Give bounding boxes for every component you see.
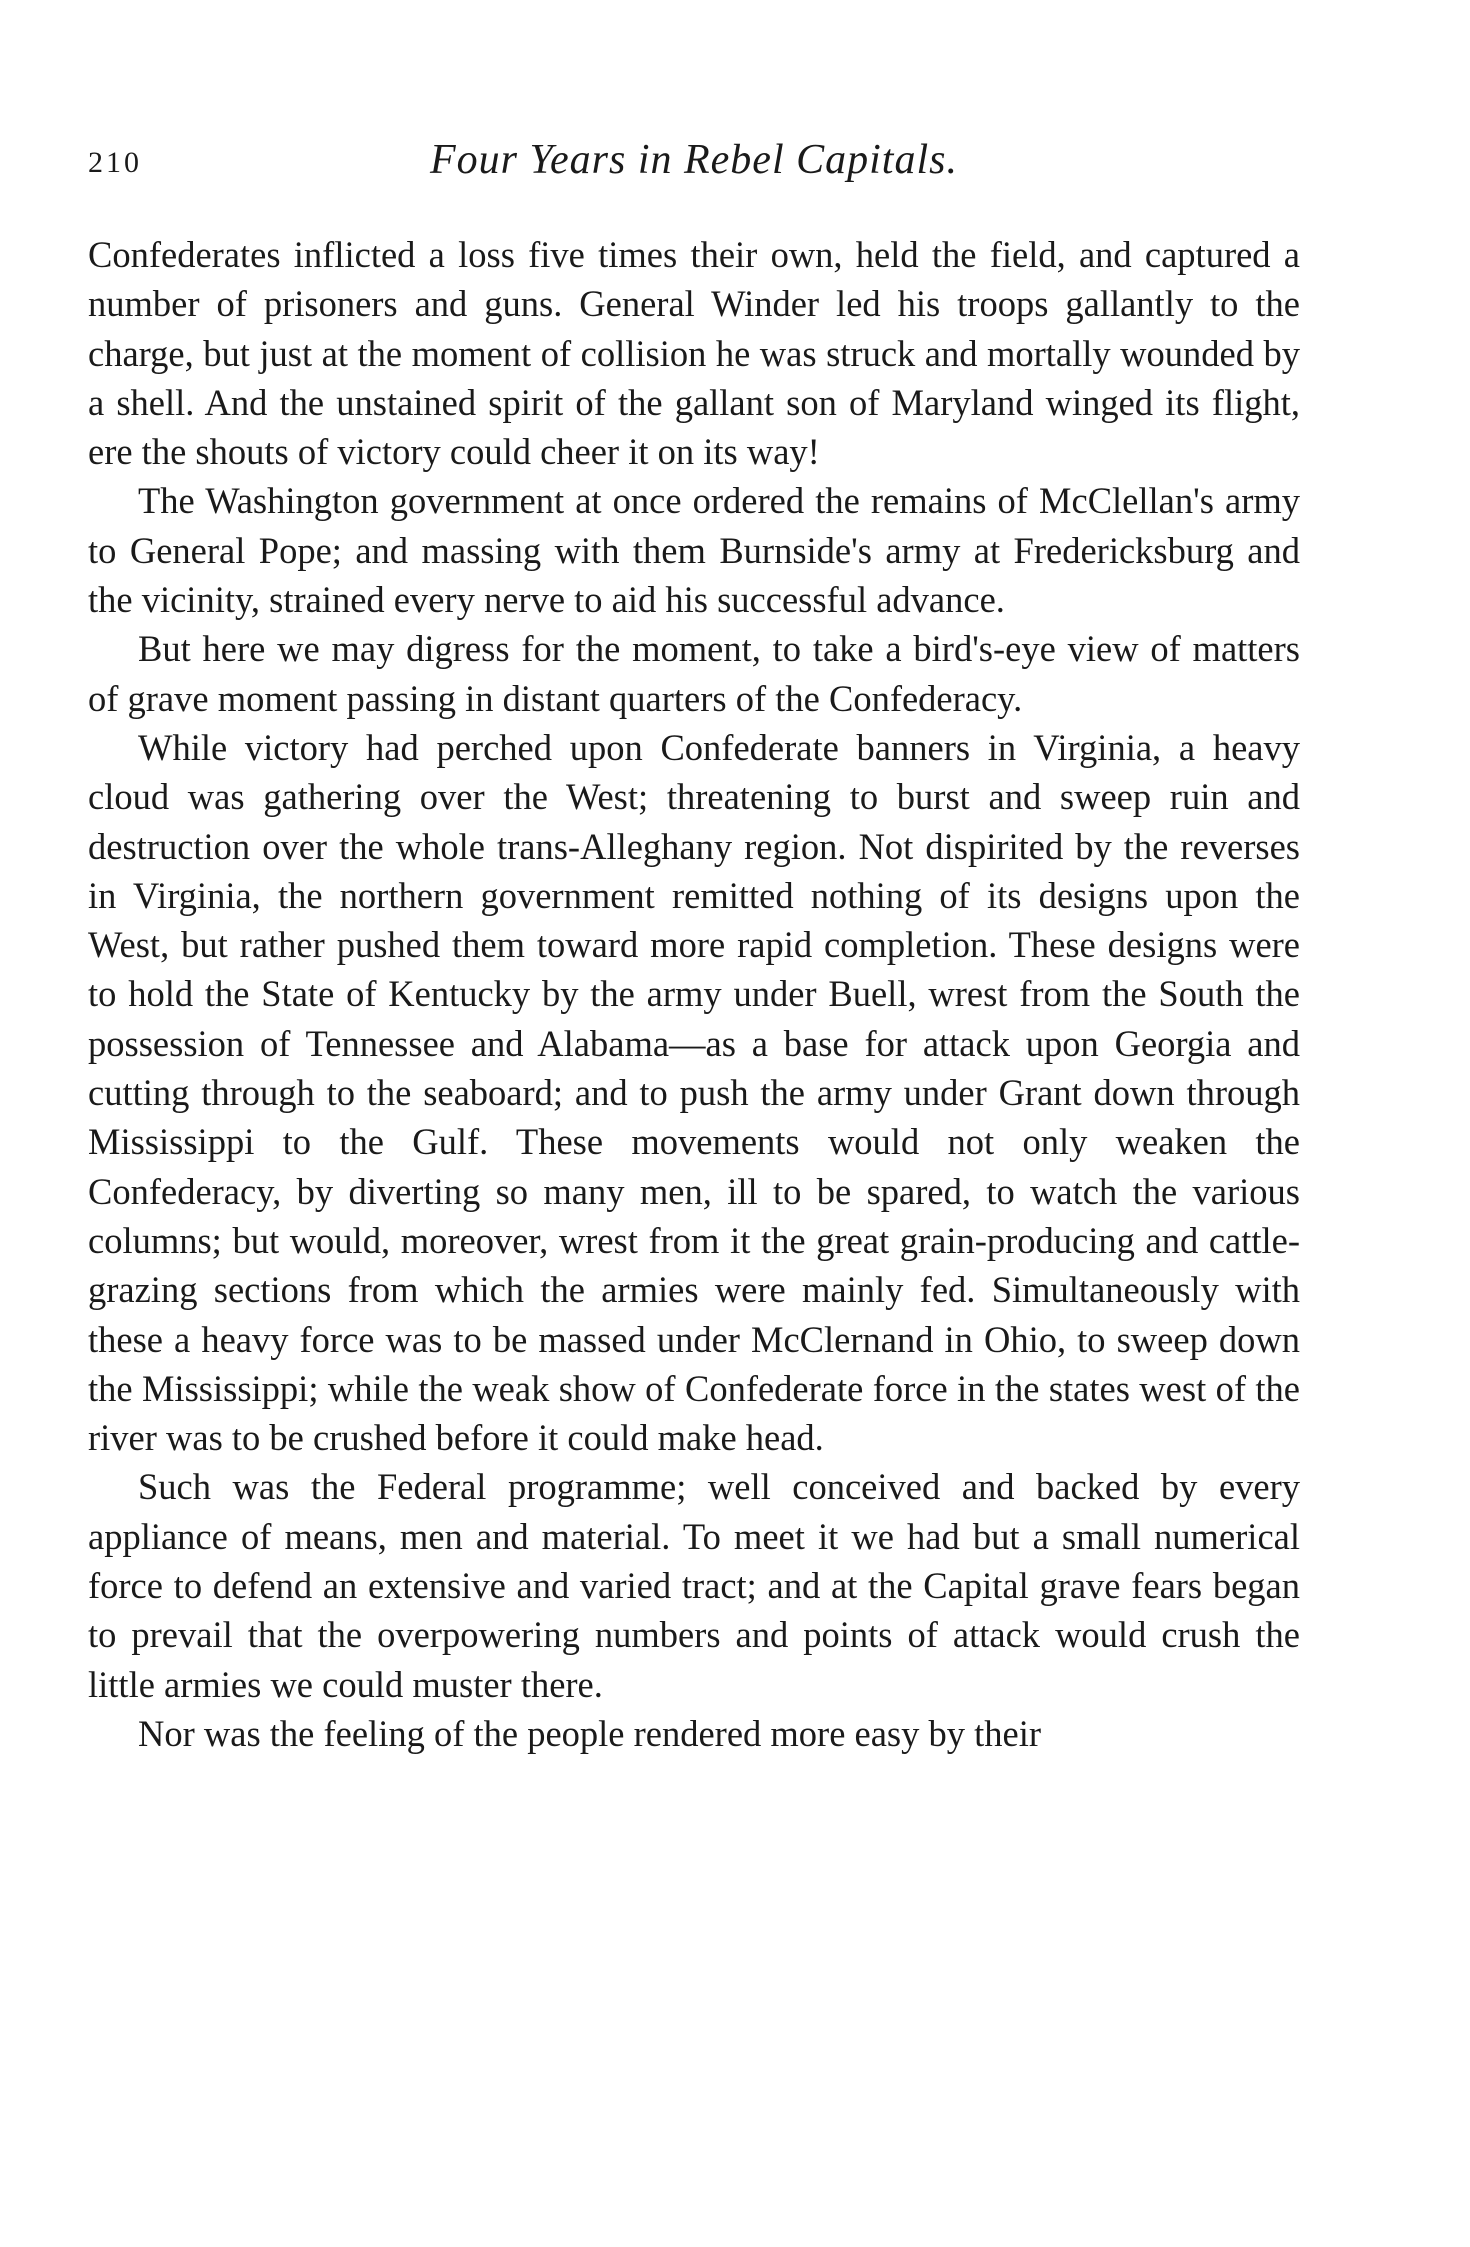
paragraph-federal-programme: Such was the Federal programme; well conceived and backed by every appliance of means, men and material. To meet it we had but a small numerical force to defend an extensive and varied tract; and at the Capital grave fears began to prevail that the overpowering numbers and points of attack would crush the little armies we could muster there. [88,1466,1300,1705]
paragraph-western-campaign: While victory had perched upon Confederate banners in Virginia, a heavy cloud was gathering over the West; threatening to burst and sweep ruin and destruction over the whole trans-Alleghany region. Not dispirited by the reverses in Virginia, the northern government remitted nothing of its designs upon the West, but rather pushed them toward more rapid completion. These designs were to hold the State of Kentucky by the army under Buell, wrest from the South the possession of Tennessee and Alabama—as a base for attack upon Georgia and cutting through to the seaboard; and to push the army under Grant down through Mississippi to the Gulf. These movements would not only weaken the Confederacy, by diverting so many men, ill to be spared, to watch the various columns; but would, moreover, wrest from it the great grain-producing and cattle-grazing sections from which the armies were mainly fed. Simultaneously with these a heavy force was to be massed under McClernand in Ohio, to sweep down the Mississippi; while the weak show of Confederate force in the states west of the river was to be crushed before it could make head. [88,726,1300,1459]
page-number: 210 [88,146,142,179]
page-header [88,136,1300,196]
body-text [88,230,1300,1758]
running-title: Four Years in Rebel Capitals. [430,137,958,183]
paragraph-feeling-of-people: Nor was the feeling of the people rendered more easy by their [138,1712,1042,1754]
paragraph-continuation: Confederates inflicted a loss five times their own, held the field, and captured a number of prisoners and guns. General Winder led his troops gallantly to the charge, but just at the moment of collision he was struck and mortally wounded by a shell. And the unstained spirit of the gallant son of Maryland winged its flight, ere the shouts of victory could cheer it on its way! [88,234,1300,473]
paragraph-digression: But here we may digress for the moment, to take a bird's-eye view of matters of grave moment passing in distant quarters of the Confederacy. [88,628,1300,719]
paragraph-washington-government: The Washington government at once ordered the remains of McClellan's army to General Pope; and massing with them Burnside's army at Fredericksburg and the vicinity, strained every nerve to aid his successful advance. [88,480,1300,621]
